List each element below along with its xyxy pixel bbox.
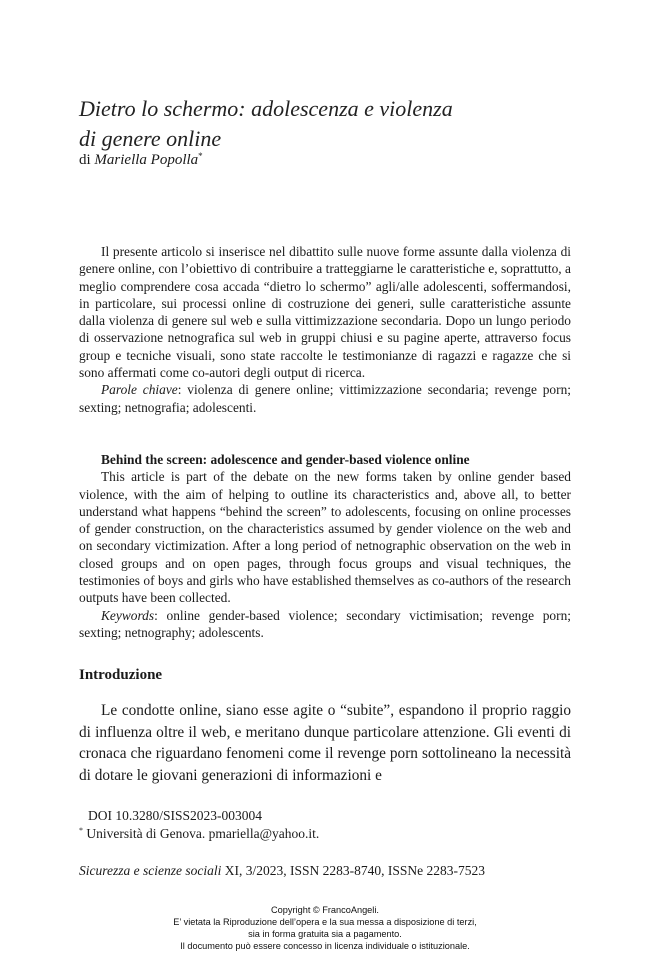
affiliation-text: Università di Genova. pmariella@yahoo.it. [83, 826, 320, 841]
title-line-1: Dietro lo schermo: adolescenza e violenza [79, 96, 453, 121]
abstract-english [79, 451, 571, 641]
abstract-english-title: Behind the screen: adolescence and gender-based violence online [101, 452, 470, 467]
doi: DOI 10.3280/SISS2023-003004 [88, 808, 263, 823]
journal-name: Sicurezza e scienze sociali [79, 863, 222, 878]
byline-prefix: di [79, 152, 95, 168]
section-body [79, 700, 571, 786]
keywords-english-label: Keywords [101, 607, 155, 623]
copyright-notice [0, 904, 650, 952]
section-paragraph: Le condotte online, siano esse agite o “subite”, espandono il proprio raggio di influenza oltre il web, e meritano dunque particolare attenzione. Gli eventi di cronaca che riguardano fenomeni come il revenge porn sottolineano la necessità di dotare le giovani generazioni di informazioni e [79, 702, 571, 784]
journal-details: XI, 3/2023, ISSN 2283-8740, ISSNe 2283-7523 [221, 863, 485, 878]
affiliation [79, 826, 319, 842]
article-title [79, 94, 453, 154]
author-name: Mariella Popolla [94, 152, 199, 168]
affiliation-mark: * [79, 826, 83, 835]
keywords-italian [79, 381, 571, 416]
keywords-italian-label: Parole chiave [101, 382, 178, 398]
abstract-italian-text: Il presente articolo si inserisce nel dibattito sulle nuove forme assunte dalla violenza di genere online, con l’obiettivo di contribuire a tratteggiarne le caratteristiche e, soprattutto, a meglio comprendere cosa accada “dietro lo schermo” agli/alle adolescenti, soffermandosi, in particolare, sui processi online di costruzione dei generi, sulle caratteristiche assunte dalla violenza di genere sul web e sulla vittimizzazione secondaria. Dopo un lungo periodo di osservazione netnografica sul web in gruppi chiusi e su pagine aperte, attraverso focus group e tecniche visuali, sono state raccolte le testimonianze di ragazzi e ragazze che si sono affermati come co-autori degli output di ricerca. [79, 244, 571, 381]
keywords-english [79, 607, 571, 642]
abstract-italian [79, 243, 571, 416]
title-line-2: di genere online [79, 126, 222, 151]
keywords-english-list: : online gender-based violence; secondary victimisation; revenge porn; sexting; netnography; adolescents. [79, 607, 571, 640]
abstract-english-text: This article is part of the debate on the new forms taken by online gender based violence, with the aim of helping to outline its characteristics and, above all, to better understand what happens “behind the screen” to adolescents, focusing on online processes of gender construction, on the characteristics assumed by gender violence on the web and on secondary victimization. After a long period of netnographic observation on the web in closed groups and on open pages, through focus groups and visual techniques, the testimonies of boys and girls who have established themselves as co-authors of the research outputs have been collected. [79, 469, 571, 606]
copyright-line-4: Il documento può essere concesso in licenza individuale o istituzionale. [180, 941, 470, 951]
section-heading: Introduzione [79, 667, 163, 683]
copyright-line-1: Copyright © FrancoAngeli. [271, 905, 379, 915]
copyright-line-2: E’ vietata la Riproduzione dell’opera e la sua messa a disposizione di terzi, [173, 917, 477, 927]
author-footnote-mark: * [198, 151, 203, 161]
journal-citation [79, 863, 485, 879]
keywords-italian-list: : violenza di genere online; vittimizzazione secondaria; revenge porn; sexting; netnografia; adolescenti. [79, 382, 571, 415]
byline [79, 151, 203, 169]
copyright-line-3: sia in forma gratuita sia a pagamento. [248, 929, 402, 939]
